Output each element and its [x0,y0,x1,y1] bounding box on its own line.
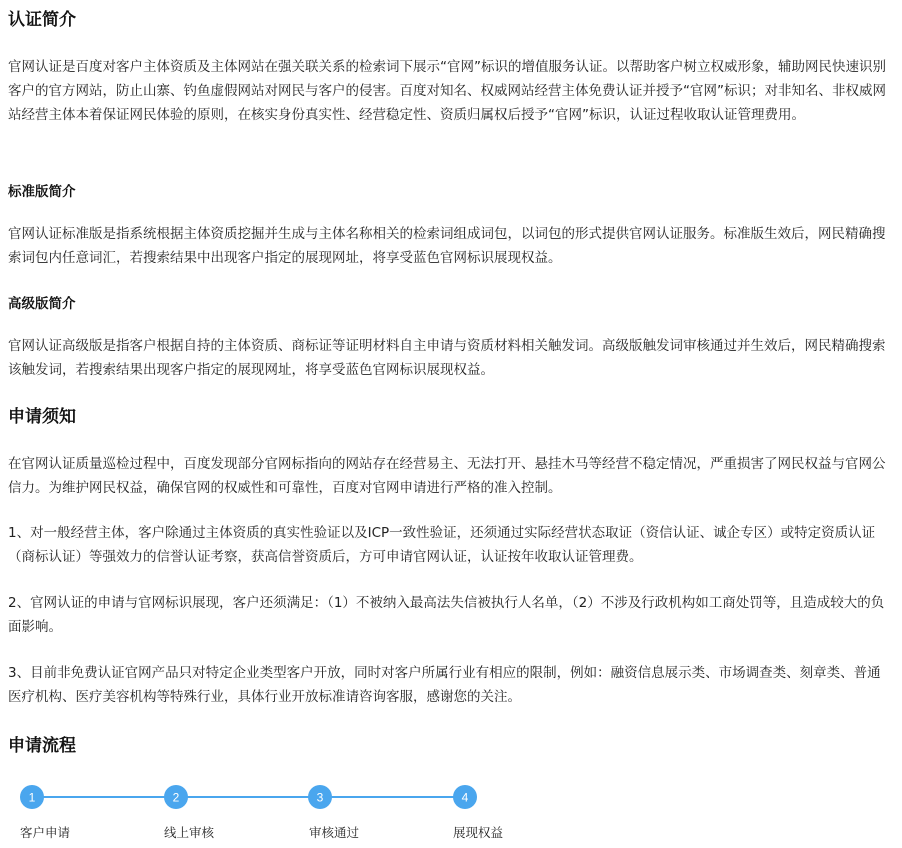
intro-title: 认证简介 [8,10,76,30]
intro-body: 官网认证是百度对客户主体资质及主体网站在强关联关系的检索词下展示“官网”标识的增值服务认证。以帮助客户树立权威形象，辅助网民快速识别客户的官方网站，防止山寨、钓鱼虚假网站对网民与客户的侵害。百度对知名、权威网站经营主体免费认证并授予“官网”标识；对非知名、非权威网站经营主体本着保证网民体验的原则，在核实身份真实性、经营稳定性、资质归属权后授予“官网”标识，认证过程收取认证管理费用。 [8,59,886,123]
process-steps [0,780,902,848]
notice-item-1: 1、对一般经营主体，客户除通过主体资质的真实性验证以及ICP一致性验证，还须通过实际经营状态取证（资信认证、诚企专区）或特定资质认证（商标认证）等强效力的信誉认证考察，获高信誉资质后，方可申请官网认证，认证按年收取认证管理费。 [8,525,876,565]
notice-intro: 在官网认证质量巡检过程中，百度发现部分官网标指向的网站存在经营易主、无法打开、悬挂木马等经营不稳定情况，严重损害了网民权益与官网公信力。为维护网民权益，确保官网的权威性和可靠性，百度对官网申请进行严格的准入控制。 [8,456,886,496]
step-circle-3 [308,785,332,809]
notice-item-2-wrap [8,591,894,639]
notice-section [8,406,894,428]
notice-item-2: 2、官网认证的申请与官网标识展现，客户还须满足：（1）不被纳入最高法失信被执行人名单，（2）不涉及行政机构如工商处罚等，且造成较大的负面影响。 [8,595,885,635]
step-circle-1 [20,785,44,809]
step-number-4: 4 [461,790,469,805]
process-title: 申请流程 [8,736,76,756]
standard-title: 标准版简介 [8,184,76,200]
step-number-2: 2 [172,790,180,805]
advanced-body-wrap [8,334,894,382]
process-steps-graphic [0,780,902,820]
standard-body-wrap [8,222,894,270]
standard-section [8,183,894,201]
advanced-body: 官网认证高级版是指客户根据自持的主体资质、商标证等证明材料自主申请与资质材料相关触发词。高级版触发词审核通过并生效后，网民精确搜索该触发词，若搜索结果出现客户指定的展现网址，将享受蓝色官网标识展现权益。 [8,338,886,378]
step-number-1: 1 [28,790,36,805]
intro-section [8,9,894,31]
notice-item-1-wrap [8,521,894,569]
notice-item-3: 3、目前非免费认证官网产品只对特定企业类型客户开放，同时对客户所属行业有相应的限制，例如：融资信息展示类、市场调查类、刻章类、普通医疗机构、医疗美容机构等特殊行业，具体行业开放标准请咨询客服，感谢您的关注。 [8,665,881,705]
standard-body: 官网认证标准版是指系统根据主体资质挖掘并生成与主体名称相关的检索词组成词包，以词包的形式提供官网认证服务。标准版生效后，网民精确搜索词包内任意词汇，若搜索结果中出现客户指定的展现网址，将享受蓝色官网标识展现权益。 [8,226,886,266]
notice-intro-wrap [8,452,894,500]
step-label-3: 审核通过 [309,825,360,840]
notice-title: 申请须知 [8,407,76,427]
advanced-section [8,295,894,313]
step-label-4: 展现权益 [453,825,504,840]
process-section [8,735,894,757]
step-number-3: 3 [316,790,324,805]
step-circle-4 [453,785,477,809]
intro-body-wrap [8,55,894,127]
advanced-title: 高级版简介 [8,296,76,312]
step-circle-2 [164,785,188,809]
step-label-1: 客户申请 [20,825,71,840]
notice-item-3-wrap [8,661,894,709]
step-label-2: 线上审核 [164,825,215,840]
